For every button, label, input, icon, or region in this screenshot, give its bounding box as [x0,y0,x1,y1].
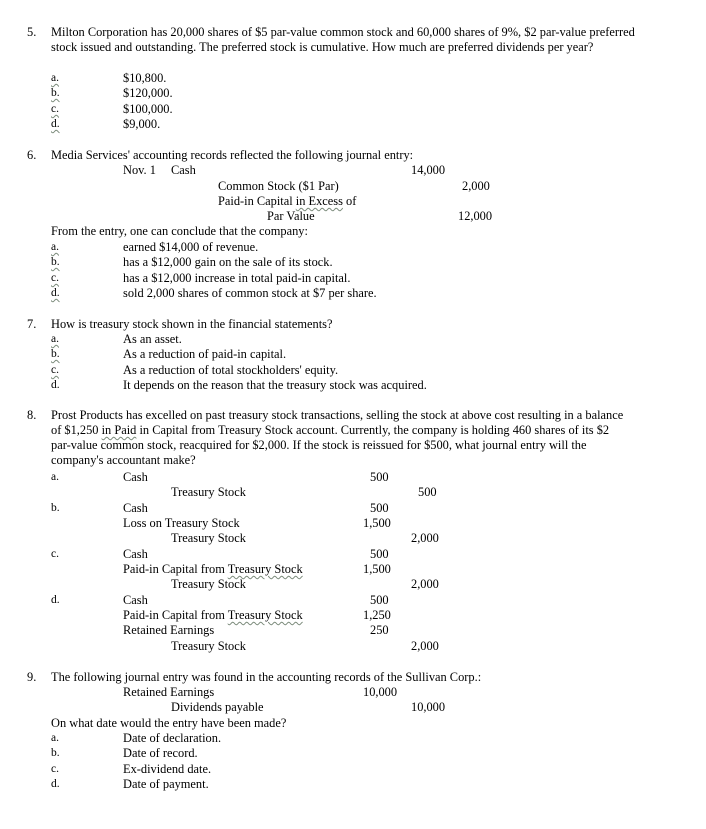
q8a-cash-debit: 500 [370,470,389,484]
q8d-treasury-credit: 2,000 [411,639,439,653]
q9-option-a: Date of declaration. [123,731,222,745]
q7-option-b-letter: b. [51,348,60,360]
q8c-cash: Cash [123,547,148,561]
q9-option-c: Ex-dividend date. [123,762,212,776]
q5-text: Milton Corporation has 20,000 shares of $5 par-value common stock and 60,000 shares of 9%, $2 par-value preferred stock issued and outstanding. The preferred stock is cumulative. How much are preferred dividends per year? [51,25,635,54]
q8d-pic: Paid-in Capital from Treasury Stock [123,608,303,622]
q8d-pic-debit: 1,250 [363,608,391,622]
q7-text: How is treasury stock shown in the financial statements? [51,317,333,331]
q6-common-credit: 2,000 [462,179,490,193]
q5-option-a: $10,800. [123,71,167,85]
q6-option-b: has a $12,000 gain on the sale of its stock. [123,255,333,269]
q7-option-a-letter: a. [51,333,59,345]
q7-option-b: As a reduction of paid-in capital. [123,347,287,361]
q6-pic-account: Paid-in Capital in Excess of [218,194,357,208]
q7-option-d-letter: d. [51,379,60,391]
q7-option-c: As a reduction of total stockholders' equity. [123,363,339,377]
q7-option-c-letter: c. [51,364,59,376]
q6-option-a-letter: a. [51,241,59,253]
q8c-treasury-credit: 2,000 [411,577,439,591]
q5-option-a-letter: a. [51,72,59,84]
q8a-treasury-stock: Treasury Stock [171,485,246,499]
q8b-loss-debit: 1,500 [363,516,391,530]
q6-option-a: earned $14,000 of revenue. [123,240,259,254]
q8d-cash: Cash [123,593,148,607]
q8d-cash-debit: 500 [370,593,389,607]
q8-option-c-letter: c. [51,548,59,560]
q8a-treasury-credit: 500 [418,485,437,499]
q6-intro: Media Services' accounting records reflected the following journal entry: [51,148,414,162]
q8d-retained-earnings: Retained Earnings [123,623,215,637]
q5-option-c-letter: c. [51,103,59,115]
q8b-cash-debit: 500 [370,501,389,515]
q9-intro: The following journal entry was found in the accounting records of the Sullivan Corp.: [51,670,482,684]
q5-option-b: $120,000. [123,86,173,100]
q8-option-b-letter: b. [51,502,60,514]
q8c-treasury-stock: Treasury Stock [171,577,246,591]
q8b-treasury-stock: Treasury Stock [171,531,246,545]
q9-option-b-letter: b. [51,747,60,759]
q5-option-b-letter: b. [51,87,60,99]
q9-option-a-letter: a. [51,732,59,744]
q8-option-a-letter: a. [51,471,59,483]
q9-re-debit: 10,000 [363,685,398,699]
q8-number: 8. [27,408,37,422]
q9-retained-earnings: Retained Earnings [123,685,215,699]
q8b-loss: Loss on Treasury Stock [123,516,240,530]
q6-option-c: has a $12,000 increase in total paid-in capital. [123,271,351,285]
q9-option-d-letter: d. [51,778,60,790]
q6-pic-credit: 12,000 [458,209,493,223]
q8-option-d-letter: d. [51,594,60,606]
q6-option-c-letter: c. [51,272,59,284]
q8-text: Prost Products has excelled on past treasury stock transactions, selling the stock at above cost resulting in a balance of $1,250 in Paid in Capital from Treasury Stock account. Currently, the company is holding 460 shares of its $2 par-value common stock, reacquired for $2,000. If the stock is reissued for $500, what journal entry will the company's accountant make? [51,408,624,467]
q9-div-credit: 10,000 [411,700,446,714]
q8c-cash-debit: 500 [370,547,389,561]
q6-cash-debit: 14,000 [411,163,446,177]
q5-option-d-letter: d. [51,118,60,130]
q6-common-account: Common Stock ($1 Par) [218,179,339,193]
q8c-pic-debit: 1,500 [363,562,391,576]
q7-option-a: As an asset. [123,332,182,346]
q8c-pic: Paid-in Capital from Treasury Stock [123,562,303,576]
q9-option-b: Date of record. [123,746,198,760]
q9-option-c-letter: c. [51,763,59,775]
q6-option-d: sold 2,000 shares of common stock at $7 per share. [123,286,377,300]
q5-option-d: $9,000. [123,117,161,131]
q6-cash-account: Cash [171,163,196,177]
q5-option-c: $100,000. [123,102,173,116]
q6-option-d-letter: d. [51,287,60,299]
q7-option-d: It depends on the reason that the treasury stock was acquired. [123,378,427,392]
q9-option-d: Date of payment. [123,777,209,791]
q6-number: 6. [27,148,37,162]
q8b-treasury-credit: 2,000 [411,531,439,545]
q9-number: 9. [27,670,37,684]
q6-par-value: Par Value [267,209,315,223]
q5-number: 5. [27,25,37,39]
q6-option-b-letter: b. [51,256,60,268]
q7-number: 7. [27,317,37,331]
q8d-treasury-stock: Treasury Stock [171,639,246,653]
q8d-re-debit: 250 [370,623,389,637]
q9-question: On what date would the entry have been made? [51,716,287,730]
q9-dividends-payable: Dividends payable [171,700,264,714]
q6-date: Nov. 1 [123,163,156,177]
q8a-cash: Cash [123,470,148,484]
q8b-cash: Cash [123,501,148,515]
q6-question: From the entry, one can conclude that the company: [51,224,308,238]
